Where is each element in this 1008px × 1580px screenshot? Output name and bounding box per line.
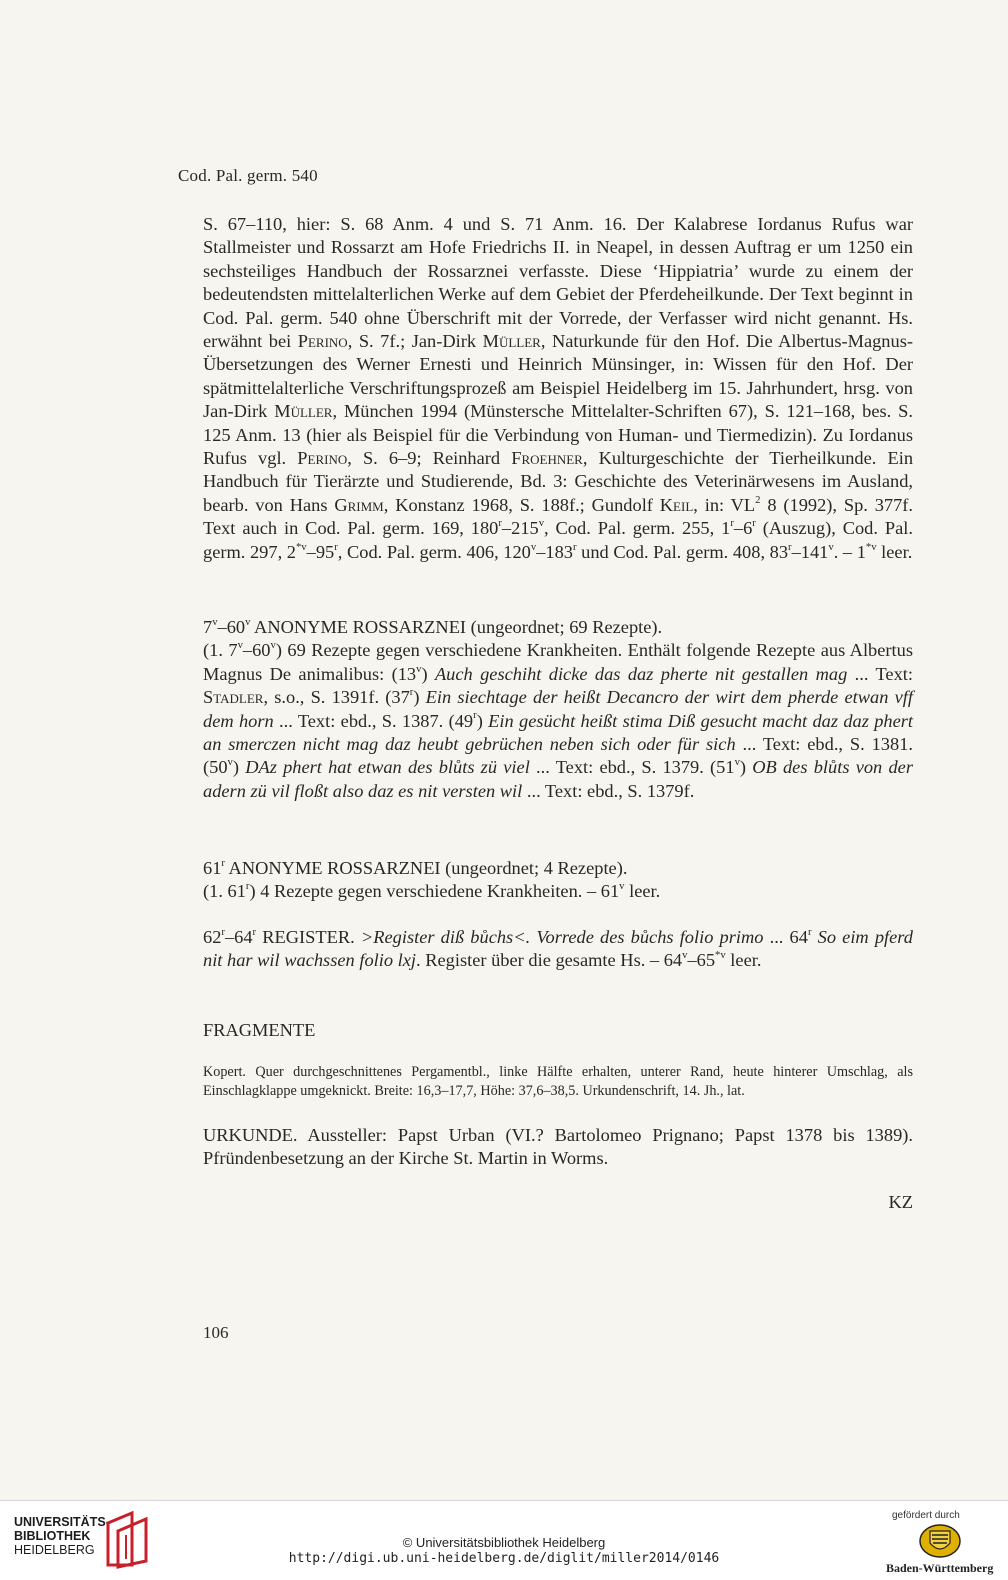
section-rossarznei-61r — [203, 857, 913, 904]
fragmente-heading: FRAGMENTE — [203, 1020, 316, 1040]
running-head: Cod. Pal. germ. 540 — [178, 166, 318, 185]
funder-name: Baden-Württemberg — [886, 1561, 994, 1575]
library-name-line2: BIBLIOTHEK — [14, 1529, 91, 1543]
library-name-line3: HEIDELBERG — [14, 1543, 95, 1557]
copyright-notice: © Universitätsbibliothek Heidelberg — [402, 1535, 606, 1550]
state-coat-of-arms-icon — [918, 1523, 962, 1559]
section-description: (1. 7$^v$–60$^v$) 69 Rezepte gegen verschiedene Krankheiten. Enthält folgende Rezepte aus Albertus Magnus De animalibus: (13$^v$) Auch geschiht dicke das daz pherte nit gestallen mag ... Text: Stadler, s.o., S. 1391f. (37$^r$) Ein siechtage der heißt Decancro der wirt dem pherde etwan vff dem horn ... Text: ebd., S. 1387. (49$^r$) Ein gesücht heißt stima Diß gesucht macht daz daz phert an smerczen nicht mag daz heubt gebrüchen neben sich oder für sich ... Text: ebd., S. 1381. (50$^v$) DAz phert hat etwan des blůts zü viel ... Text: ebd., S. 1379. (51$^v$) OB des blůts von der adern zü vil floßt also daz es nit versten wil ... Text: ebd., S. 1379f. — [203, 639, 914, 801]
entry-continuation-paragraph: S. 67–110, hier: S. 68 Anm. 4 und S. 71 Anm. 16. Der Kalabrese Iordanus Rufus war Stallmeister und Rossarzt am Hofe Friedrichs II. in Neapel, in dessen Auftrag er um 1250 ein sechsteiliges Handbuch der Rossarznei verfasste. Diese ‘Hippiatria’ wurde zu einem der bedeutendsten mittelalterlichen Werke auf dem Gebiet der Pferdeheilkunde. Der Text beginnt in Cod. Pal. germ. 540 ohne Überschrift mit der Vorrede, der Verfasser wird nicht genannt. Hs. erwähnt bei Perino, S. 7f.; Jan-Dirk Müller, Naturkunde für den Hof. Die Albertus-Magnus-Übersetzungen des Werner Ernesti und Heinrich Münsinger, in: Wissen für den Hof. Der spätmittelalterliche Verschriftungsprozeß am Beispiel Heidelberg im 15. Jahrhundert, hrsg. von Jan-Dirk Müller, München 1994 (Münstersche Mittelalter-Schriften 67), S. 121–168, bes. S. 125 Anm. 13 (hier als Beispiel für die Verbindung von Human- und Tiermedizin). Zu Iordanus Rufus vgl. Perino, S. 6–9; Reinhard Froehner, Kulturgeschichte der Tierheilkunde. Ein Handbuch für Tierärzte und Studierende, Bd. 3: Geschichte des Veterinärwesens im Ausland, bearb. von Hans Grimm, Konstanz 1968, S. 188f.; Gundolf Keil, in: $VL^2$ 8 (1992), Sp. 377f. Text auch in Cod. Pal. germ. 169, 180$^r$–215$^v$, Cod. Pal. germ. 255, 1$^r$–6$^r$ (Auszug), Cod. Pal. germ. 297, 2$^{*v}$–95$^r$, Cod. Pal. germ. 406, 120$^v$–183$^r$ und Cod. Pal. germ. 408, 83$^r$–141$^v$. – 1$^{*v}$ leer. — [203, 214, 914, 562]
section-description: (1. 61$^r$) 4 Rezepte gegen verschiedene Krankheiten. – 61$^v$ leer. — [203, 880, 661, 902]
page-number: 106 — [203, 1323, 229, 1342]
permalink-url[interactable]: http://digi.ub.uni-heidelberg.de/diglit/miller2014/0146 — [288, 1551, 720, 1566]
section-register-62r: 62$^r$–64$^r$ REGISTER. >Register diß bůchs<. Vorrede des bůchs folio primo ... 64$^r$ So eim pferd nit har wil wachssen folio lxj. Register über die gesamte Hs. – 64$^v$–65$^{*v}$ leer. — [203, 925, 913, 971]
library-name-line1: UNIVERSITÄTS- — [14, 1515, 110, 1529]
section-heading: 61$^r$ ANONYME ROSSARZNEI (ungeordnet; 4 Rezepte). — [203, 856, 628, 878]
author-initials: KZ — [888, 1192, 913, 1212]
urkunde-paragraph: URKUNDE. Aussteller: Papst Urban (VI.? Bartolomeo Prignano; Papst 1378 bis 1389). Pfründenbesetzung an der Kirche St. Martin in Worms. — [203, 1125, 913, 1169]
section-rossarznei-7v — [203, 616, 913, 803]
section-heading: 7$^v$–60$^v$ ANONYME ROSSARZNEI (ungeordnet; 69 Rezepte). — [203, 615, 663, 637]
fragmente-description: Kopert. Quer durchgeschnittenes Pergamentbl., linke Hälfte erhalten, unterer Rand, heute hinterer Umschlag, als Einschlagklappe umgeknickt. Breite: 16,3–17,7, Höhe: 37,6–38,5. Urkundenschrift, 14. Jh., lat. — [203, 1064, 913, 1099]
funder-label: gefördert durch — [892, 1510, 960, 1521]
